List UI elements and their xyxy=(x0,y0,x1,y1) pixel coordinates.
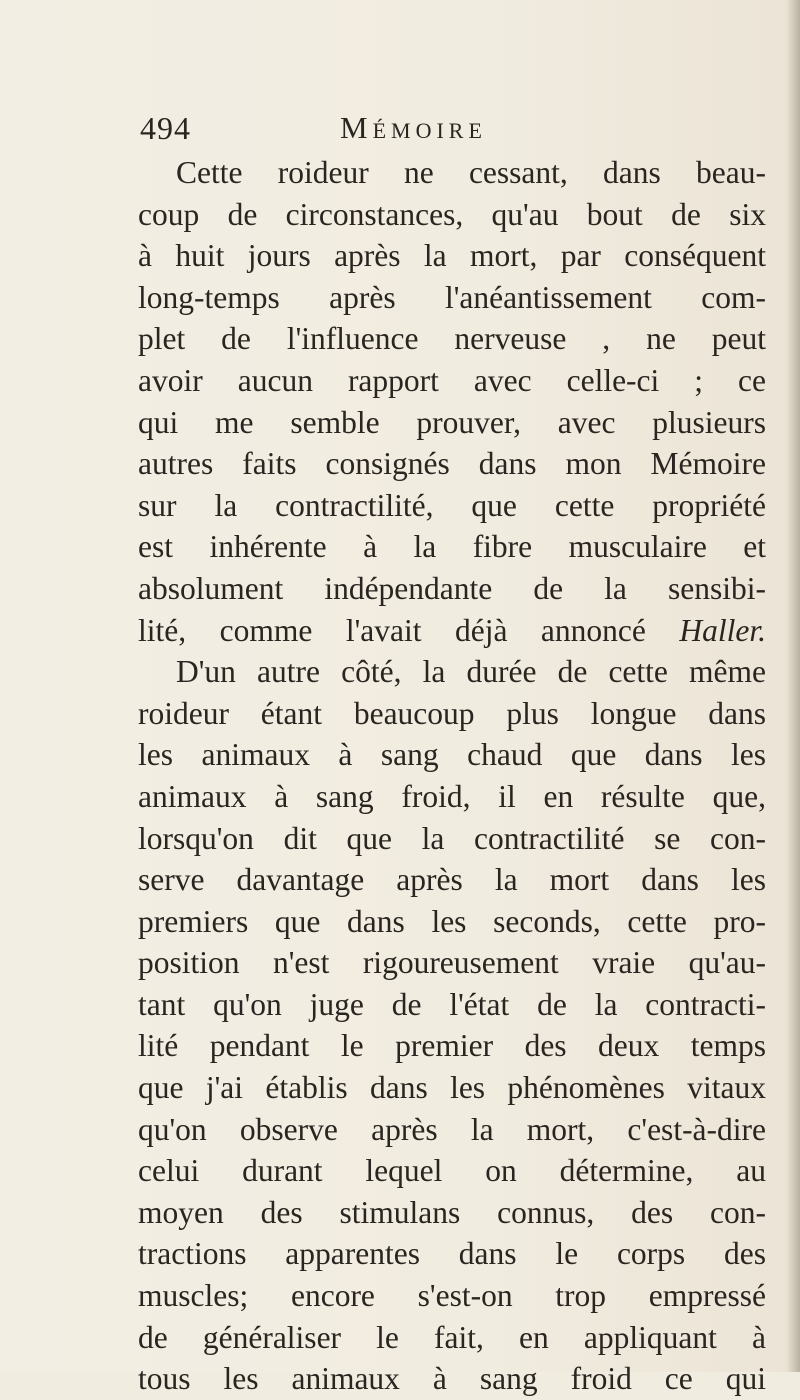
text-line-with-citation xyxy=(138,610,766,652)
running-title: Mémoire xyxy=(340,110,487,145)
text-line: à huit jours après la mort, par conséquent xyxy=(138,238,766,274)
text-line: premiers que dans les seconds, cette pro- xyxy=(138,903,766,939)
text-line: les animaux à sang chaud que dans les xyxy=(138,737,766,773)
text-line: celui durant lequel on détermine, au xyxy=(138,1153,766,1189)
text-line: moyen des stimulans connus, des con- xyxy=(138,1194,766,1230)
body-text xyxy=(138,152,766,1400)
text-line: que j'ai établis dans les phénomènes vitaux xyxy=(138,1070,766,1106)
text-line: lité pendant le premier des deux temps xyxy=(138,1028,766,1064)
text-line: coup de circonstances, qu'au bout de six xyxy=(138,196,766,232)
text-line: qui me semble prouver, avec plusieurs xyxy=(138,404,766,440)
cited-author: Haller. xyxy=(679,612,766,648)
text-line: roideur étant beaucoup plus longue dans xyxy=(138,695,766,731)
text-line: serve davantage après la mort dans les xyxy=(138,862,766,898)
text-line: plet de l'influence nerveuse , ne peut xyxy=(138,321,766,357)
text-line: Cette roideur ne cessant, dans beau- xyxy=(176,155,766,190)
page-number: 494 xyxy=(140,110,191,146)
text-line: qu'on observe après la mort, c'est-à-dire xyxy=(138,1111,766,1147)
text-line: position n'est rigoureusement vraie qu'au- xyxy=(138,945,766,981)
text-line: muscles; encore s'est-on trop empressé xyxy=(138,1278,766,1314)
text-line: absolument indépendante de la sensibi- xyxy=(138,570,766,606)
text-line-start: lité, comme l'avait déjà annoncé xyxy=(138,612,646,648)
text-line: tous les animaux à sang froid ce qui xyxy=(138,1361,766,1397)
text-line: tractions apparentes dans le corps des xyxy=(138,1236,766,1272)
page-edge-shadow xyxy=(786,0,800,1372)
text-line: sur la contractilité, que cette propriété xyxy=(138,487,766,523)
text-line: D'un autre côté, la durée de cette même xyxy=(176,654,766,690)
page-header xyxy=(140,110,760,154)
text-line: autres faits consignés dans mon Mémoire xyxy=(138,446,766,482)
text-line: est inhérente à la fibre musculaire et xyxy=(138,529,766,565)
text-line: long-temps après l'anéantissement com- xyxy=(138,279,766,315)
text-line: de généraliser le fait, en appliquant à xyxy=(138,1319,766,1355)
text-line: tant qu'on juge de l'état de la contracti- xyxy=(138,986,766,1022)
text-line: avoir aucun rapport avec celle-ci ; ce xyxy=(138,362,766,398)
text-line: lorsqu'on dit que la contractilité se con- xyxy=(138,820,766,856)
text-line: animaux à sang froid, il en résulte que, xyxy=(138,778,766,814)
